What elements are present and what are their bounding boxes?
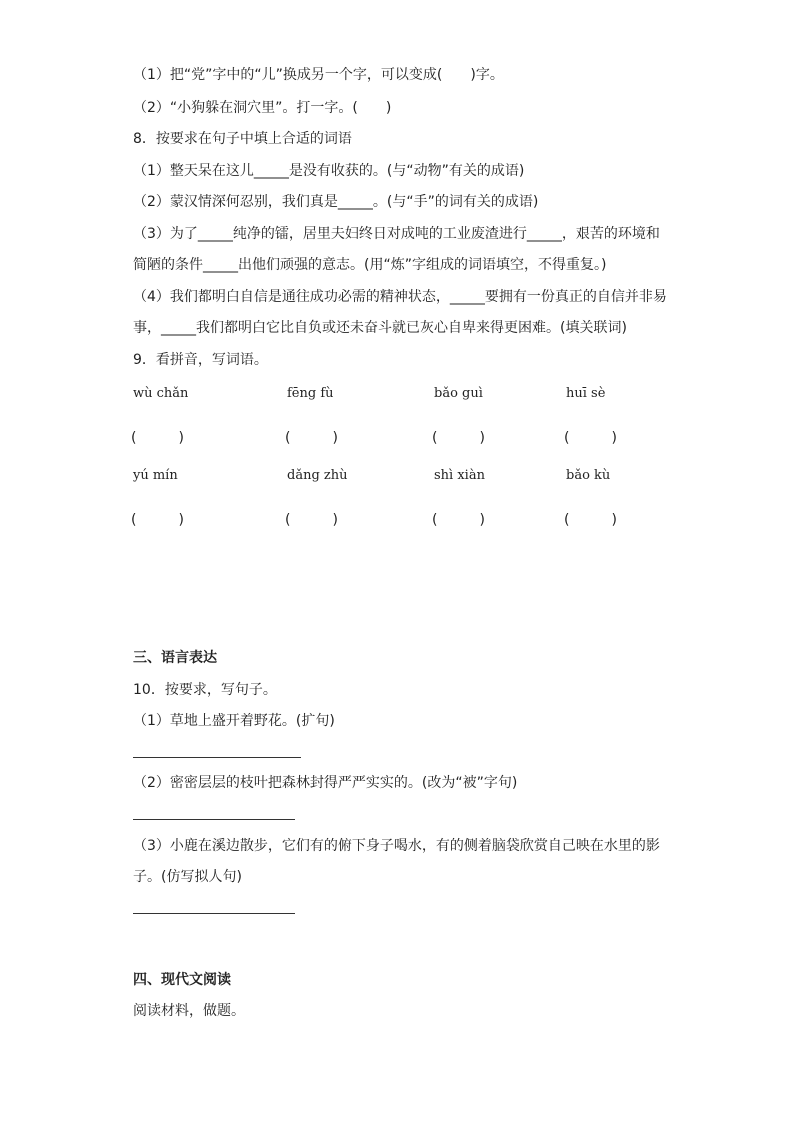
- answer-line[interactable]: [133, 757, 301, 758]
- answer-line[interactable]: [133, 913, 295, 914]
- answer-paren[interactable]: ( ): [131, 512, 184, 528]
- q8-sub4-line1: （4）我们都明白自信是通往成功必需的精神状态，_____要拥有一份真正的自信并非易: [133, 289, 667, 305]
- q8-sub3-line1: （3）为了_____纯净的镭，居里夫妇终日对成吨的工业废渣进行_____，艰苦的环境和: [133, 226, 660, 242]
- q9-title: 9．看拼音，写词语。: [133, 352, 268, 368]
- answer-paren[interactable]: ( ): [131, 430, 184, 446]
- q8-sub4-line2: 事，_____我们都明白它比自负或还未奋斗就已灰心自卑来得更困难。(填关联词): [133, 320, 627, 336]
- pinyin-item: huī sè: [566, 386, 606, 401]
- section4-heading: 四、现代文阅读: [133, 972, 231, 988]
- q10-sub1: （1）草地上盛开着野花。(扩句): [133, 713, 335, 729]
- q8-title: 8．按要求在句子中填上合适的词语: [133, 131, 352, 147]
- q7-sub1: （1）把“党”字中的“儿”换成另一个字，可以变成( )字。: [133, 67, 504, 83]
- q10-sub3-line2: 子。(仿写拟人句): [133, 869, 242, 885]
- answer-paren[interactable]: ( ): [285, 430, 338, 446]
- q10-sub3-line1: （3）小鹿在溪边散步，它们有的俯下身子喝水，有的侧着脑袋欣赏自己映在水里的影: [133, 838, 660, 854]
- pinyin-item: yú mín: [133, 468, 178, 483]
- section4-intro: 阅读材料，做题。: [133, 1003, 245, 1019]
- answer-paren[interactable]: ( ): [564, 512, 617, 528]
- q10-title: 10．按要求，写句子。: [133, 682, 277, 698]
- q7-sub2: （2）“小狗躲在洞穴里”。打一字。( ): [133, 100, 392, 116]
- answer-paren[interactable]: ( ): [564, 430, 617, 446]
- pinyin-item: wù chǎn: [133, 386, 189, 401]
- q8-sub1: （1）整天呆在这儿_____是没有收获的。(与“动物”有关的成语): [133, 163, 525, 179]
- answer-paren[interactable]: ( ): [432, 430, 485, 446]
- answer-line[interactable]: [133, 819, 295, 820]
- pinyin-item: bǎo guì: [434, 386, 483, 401]
- answer-paren[interactable]: ( ): [432, 512, 485, 528]
- pinyin-item: bǎo kù: [566, 468, 611, 483]
- answer-paren[interactable]: ( ): [285, 512, 338, 528]
- pinyin-item: fēng fù: [287, 386, 334, 401]
- section3-heading: 三、语言表达: [133, 650, 217, 666]
- q10-sub2: （2）密密层层的枝叶把森林封得严严实实的。(改为“被”字句): [133, 775, 518, 791]
- pinyin-item: dǎng zhù: [287, 468, 348, 483]
- q8-sub3-line2: 简陋的条件_____出他们顽强的意志。(用“炼”字组成的词语填空，不得重复。): [133, 257, 607, 273]
- pinyin-item: shì xiàn: [434, 468, 485, 483]
- q8-sub2: （2）蒙汉情深何忍别，我们真是_____。(与“手”的词有关的成语): [133, 194, 539, 210]
